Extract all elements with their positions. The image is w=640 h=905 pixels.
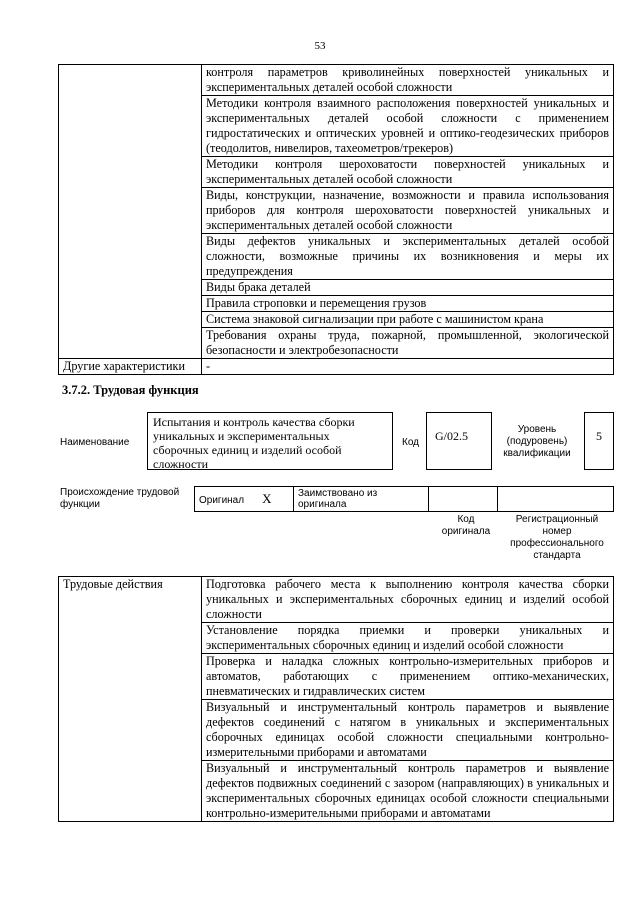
empty-label-cell [59,65,202,359]
original-label: Оригинал [199,494,245,506]
original-mark: X [262,490,272,506]
reg-number-label: Регистрационный номер профессионального стандарта [510,514,604,561]
table-row: Проверка и наладка сложных контрольно-измерительных приборов и автоматов, работающих с применением оптико-механических, пневматических и гидравлических систем [202,654,614,700]
other-characteristics-value: - [202,359,614,375]
code-original-cell [429,487,498,512]
table-row: Виды брака деталей [202,280,614,296]
name-label: Наименование [60,437,130,448]
table-row: Правила строповки и перемещения грузов [202,296,614,312]
actions-table [58,576,614,822]
table-row: Система знаковой сигнализации при работе с машинистом крана [202,312,614,328]
table-row: Требования охраны труда, пожарной, промышленной, экологической безопасности и электробезопасности [202,328,614,359]
table-row: Виды дефектов уникальных и экспериментальных деталей особой сложности, возможные причины их возникновения и меры их предупреждения [202,234,614,280]
level-label: Уровень (подуровень) квалификации [503,424,571,459]
code-original-label: Код оригинала [441,514,491,537]
table-row: Методики контроля взаимного расположения поверхностей уникальных и экспериментальных деталей особой сложности с применением гидростатических и оптических уровней и оптико-геодезических приборов (теодолитов, нивелиров, тахеометров/трекеров) [202,96,614,157]
code-value-box: G/02.5 [426,412,492,470]
table-row: Визуальный и инструментальный контроль параметров и выявление дефектов соединений с натягом в уникальных и экспериментальных сборочных единицах особой сложности специальными контрольно-измерительными приборами и автоматами [202,700,614,761]
origin-table [194,486,614,512]
table-row: Установление порядка приемки и проверки уникальных и экспериментальных сборочных единиц и изделий особой сложности [202,623,614,654]
code-label: Код [402,437,420,448]
original-cell [195,487,294,512]
reg-number-cell [498,487,614,512]
page-number: 53 [314,40,326,52]
actions-label: Трудовые действия [59,577,202,822]
table-row: Подготовка рабочего места к выполнению контроля качества сборки уникальных и экспериментальных сборочных единиц и изделий особой сложности [202,577,614,623]
table-row: Виды, конструкции, назначение, возможности и правила использования приборов для контроля шероховатости поверхностей уникальных и экспериментальных деталей особой сложности [202,188,614,234]
table-row: Методики контроля шероховатости поверхностей уникальных и экспериментальных деталей особой сложности [202,157,614,188]
table-row: Визуальный и инструментальный контроль параметров и выявление дефектов подвижных соединений с зазором (направляющих) в уникальных и экспериментальных сборочных единицах особой сложности специальными контрольно-измерительными приборами и автоматами [202,761,614,822]
level-value-box: 5 [584,412,614,470]
other-characteristics-label: Другие характеристики [59,359,202,375]
function-name-box: Испытания и контроль качества сборки уникальных и экспериментальных сборочных единиц и изделий особой сложности [147,412,393,470]
table-row: контроля параметров криволинейных поверхностей уникальных и экспериментальных деталей особой сложности [202,65,614,96]
origin-label: Происхождение трудовой функции [60,487,180,510]
borrowed-label: Заимствовано из оригинала [294,487,429,512]
section-title: 3.7.2. Трудовая функция [62,383,199,397]
knowledge-table [58,64,614,375]
